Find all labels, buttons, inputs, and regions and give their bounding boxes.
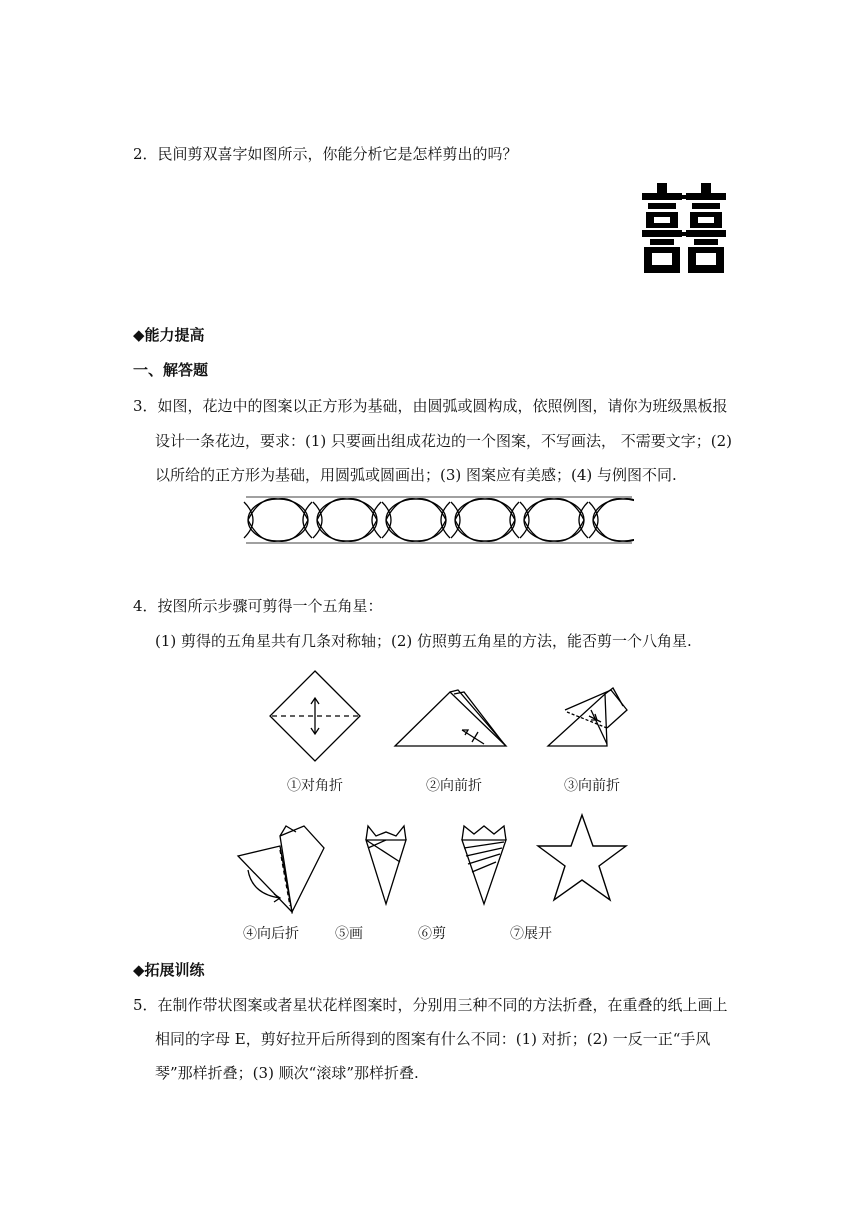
q5-line-1: 5．在制作带状图案或者星状花样图案时，分别用三种不同的方法折叠，在重叠的纸上画上 bbox=[133, 996, 728, 1014]
step6-cut-figure bbox=[456, 822, 512, 908]
step2-caption: ②向前折 bbox=[426, 778, 482, 794]
step7-caption: ⑦展开 bbox=[510, 926, 552, 942]
step3-caption: ③向前折 bbox=[564, 778, 620, 794]
q4-line-2: (1) 剪得的五角星共有几条对称轴；(2) 仿照剪五角星的方法，能否剪一个八角星. bbox=[155, 632, 692, 650]
double-happiness-figure bbox=[640, 183, 728, 275]
q2-text: 2．民间剪双喜字如图所示，你能分析它是怎样剪出的吗？ bbox=[133, 145, 518, 163]
step4-caption: ④向后折 bbox=[243, 926, 299, 942]
step3-forward-fold-figure bbox=[545, 686, 635, 752]
step6-caption: ⑥剪 bbox=[418, 926, 446, 942]
q5-line-3: 琴”那样折叠；(3) 顺次“滚球”那样折叠. bbox=[155, 1064, 419, 1082]
q5-line-2: 相同的字母 E，剪好拉开后所得到的图案有什么不同：(1) 对折；(2) 一反一正“手风 bbox=[155, 1030, 711, 1048]
q4-line-1: 4．按图所示步骤可剪得一个五角星： bbox=[133, 597, 383, 615]
lace-border-figure bbox=[242, 494, 634, 546]
step7-star-figure bbox=[534, 812, 630, 904]
section-header-extension: ◆拓展训练 bbox=[133, 961, 205, 979]
step5-caption: ⑤画 bbox=[335, 926, 363, 942]
step4-backward-fold-figure bbox=[234, 822, 328, 918]
q3-line-1: 3．如图，花边中的图案以正方形为基础，由圆弧或圆构成，依照例图，请你为班级黑板报 bbox=[133, 397, 728, 415]
step1-caption: ①对角折 bbox=[287, 778, 343, 794]
step5-draw-figure bbox=[362, 822, 410, 908]
step1-diagonal-fold-figure bbox=[267, 668, 363, 764]
step2-forward-fold-figure bbox=[392, 688, 510, 750]
section-header-ability: ◆能力提高 bbox=[133, 326, 205, 344]
section-subheader-answer: 一、解答题 bbox=[133, 361, 209, 379]
q3-line-2: 设计一条花边，要求：(1) 只要画出组成花边的一个图案，不写画法， 不需要文字；(2) bbox=[155, 432, 733, 450]
q3-line-3: 以所给的正方形为基础，用圆弧或圆画出；(3) 图案应有美感；(4) 与例图不同. bbox=[155, 466, 677, 484]
